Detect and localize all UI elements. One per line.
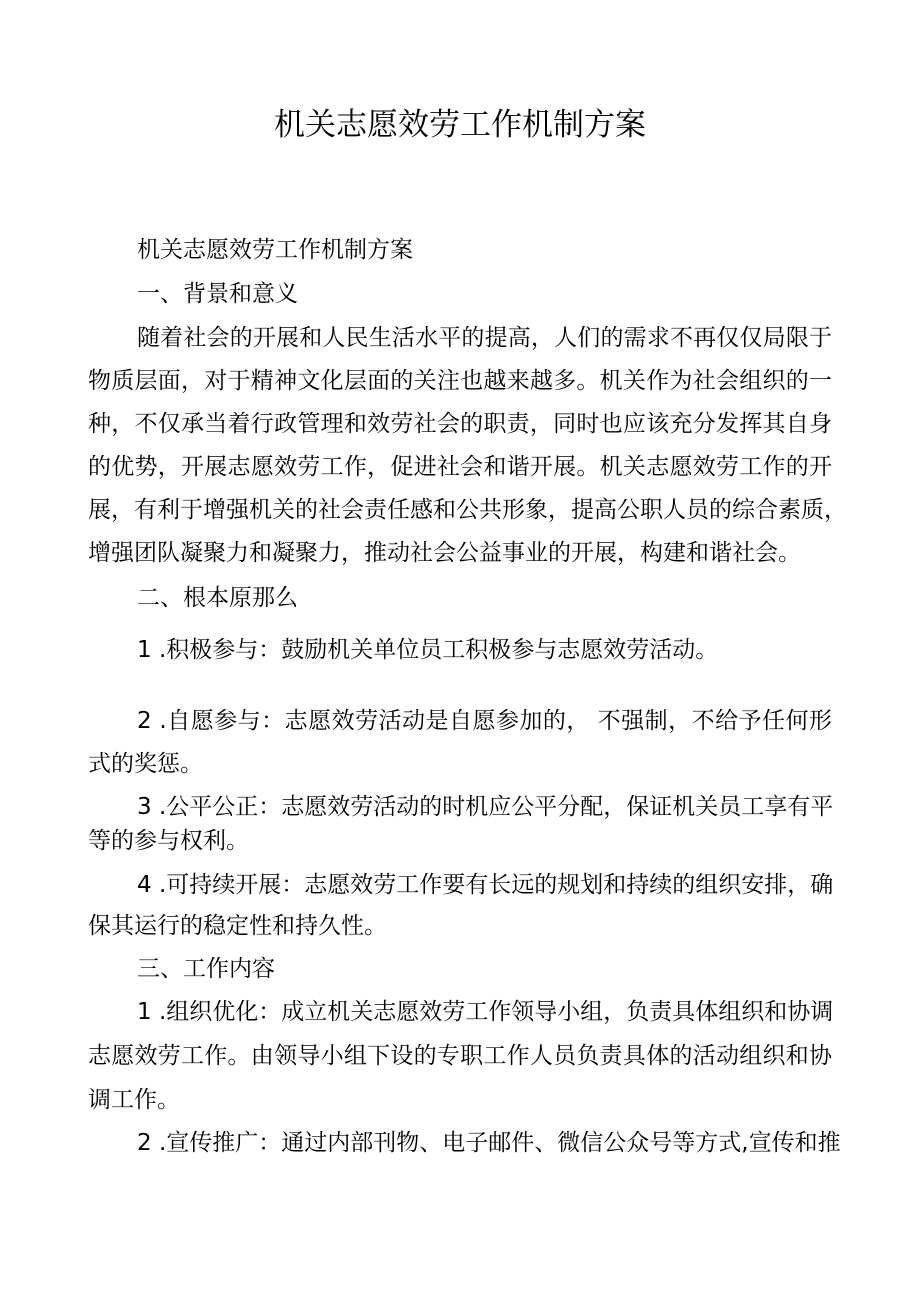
principle-item-1: 1 .积极参与：鼓励机关单位员工积极参与志愿效劳活动。 <box>137 637 719 663</box>
principle-item-3-cont: 等的参与权利。 <box>88 828 249 854</box>
section-heading-background: 一、背景和意义 <box>137 281 298 307</box>
work-item-1-cont: 志愿效劳工作。由领导小组下设的专职工作人员负责具体的活动组织和协 <box>88 1043 832 1069</box>
paragraph-line: 种，不仅承当着行政管理和效劳社会的职责，同时也应该充分发挥其自身 <box>88 411 832 437</box>
work-item-1-cont: 调工作。 <box>88 1087 180 1113</box>
paragraph-line: 展，有利于增强机关的社会责任感和公共形象，提高公职人员的综合素质， <box>88 497 847 523</box>
document-subtitle: 机关志愿效劳工作机制方案 <box>137 237 413 263</box>
principle-item-4: 4 .可持续开展：志愿效劳工作要有长远的规划和持续的组织安排，确 <box>137 872 834 898</box>
paragraph-line: 随着社会的开展和人民生活水平的提高，人们的需求不再仅仅局限于 <box>137 325 832 351</box>
work-item-2: 2 .宣传推广：通过内部刊物、电子邮件、微信公众号等方式,宣传和推 <box>137 1130 841 1156</box>
document-title: 机关志愿效劳工作机制方案 <box>274 107 646 143</box>
principle-item-2-cont: 式的奖惩。 <box>88 751 203 777</box>
section-heading-work-content: 三、工作内容 <box>137 956 275 982</box>
section-heading-principles: 二、根本原那么 <box>137 585 298 611</box>
principle-item-3: 3 .公平公正：志愿效劳活动的时机应公平分配，保证机关员工享有平 <box>137 794 834 820</box>
paragraph-line: 增强团队凝聚力和凝聚力，推动社会公益事业的开展，构建和谐社会。 <box>88 540 801 566</box>
work-item-1: 1 .组织优化：成立机关志愿效劳工作领导小组，负责具体组织和协调 <box>137 999 834 1025</box>
principle-item-4-cont: 保其运行的稳定性和持久性。 <box>88 913 387 939</box>
paragraph-line: 物质层面，对于精神文化层面的关注也越来越多。机关作为社会组织的一 <box>88 368 832 394</box>
paragraph-line: 的优势，开展志愿效劳工作，促进社会和谐开展。机关志愿效劳工作的开 <box>88 454 832 480</box>
principle-item-2: 2 .自愿参与：志愿效劳活动是自愿参加的， 不强制，不给予任何形 <box>137 708 832 734</box>
